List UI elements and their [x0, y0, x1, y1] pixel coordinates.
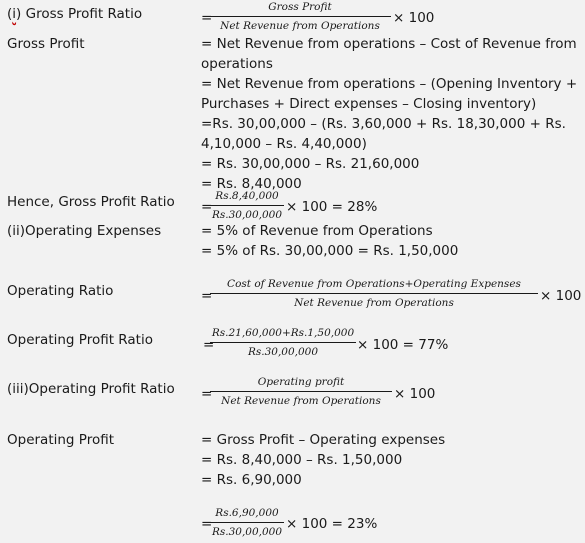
fraction-numerator: Rs.6,90,000	[215, 507, 279, 519]
fraction-bar	[210, 391, 392, 392]
gross-profit-line-3: = Net Revenue from operations – (Opening Inventory +	[201, 76, 578, 92]
gross-profit-line-7: = Rs. 30,00,000 – Rs. 21,60,000	[201, 156, 420, 172]
gross-profit-ratio-result: × 100 = 28%	[286, 199, 378, 215]
fraction-numerator: Rs.8,40,000	[215, 190, 279, 202]
equals-sign: =	[201, 386, 213, 402]
fraction-denominator: Rs.30,00,000	[211, 209, 283, 221]
operating-expenses-line-2: = 5% of Rs. 30,00,000 = Rs. 1,50,000	[201, 243, 459, 259]
gross-profit-line-2: operations	[201, 56, 273, 72]
operating-profit-line-3: = Rs. 6,90,000	[201, 472, 302, 488]
fraction-denominator: Net Revenue from Operations	[294, 297, 454, 309]
gross-profit-ratio-calc-fraction	[210, 189, 284, 222]
fraction-numerator: Cost of Revenue from Operations+Operating Expenses	[227, 278, 521, 290]
fraction-bar	[209, 16, 391, 17]
operating-profit-ratio-iii-label: (iii)Operating Profit Ratio	[7, 381, 175, 397]
gross-profit-line-4: Purchases + Direct expenses – Closing inventory)	[201, 96, 537, 112]
equals-sign: =	[201, 516, 213, 532]
times-100: × 100	[394, 386, 436, 402]
gross-profit-ratio-fraction	[209, 0, 391, 33]
operating-profit-line-2: = Rs. 8,40,000 – Rs. 1,50,000	[201, 452, 403, 468]
gross-profit-ratio-label: (i) Gross Profit Ratio	[7, 6, 143, 22]
gross-profit-line-5: =Rs. 30,00,000 – (Rs. 3,60,000 + Rs. 18,30,000 + Rs.	[201, 116, 566, 132]
equals-sign: =	[201, 199, 213, 215]
gross-profit-line-6: 4,10,000 – Rs. 4,40,000)	[201, 136, 367, 152]
operating-profit-ratio-final-fraction	[210, 506, 284, 539]
equals-sign: =	[201, 288, 213, 304]
fraction-denominator: Net Revenue from Operations	[220, 20, 380, 32]
fraction-numerator: Gross Profit	[268, 1, 332, 13]
fraction-bar	[210, 342, 356, 343]
operating-profit-ratio-fraction	[210, 375, 392, 408]
operating-ratio-fraction	[210, 277, 538, 310]
fraction-denominator: Rs.30,00,000	[211, 526, 283, 538]
operating-profit-line-1: = Gross Profit – Operating expenses	[201, 432, 446, 448]
operating-ratio-label: Operating Ratio	[7, 283, 114, 299]
gross-profit-label: Gross Profit	[7, 36, 85, 52]
times-100: × 100	[393, 10, 435, 26]
operating-profit-ratio-result: × 100 = 77%	[357, 337, 449, 353]
operating-expenses-line-1: = 5% of Revenue from Operations	[201, 223, 433, 239]
times-100: × 100	[540, 288, 582, 304]
fraction-denominator: Net Revenue from Operations	[221, 395, 381, 407]
equals-sign: =	[203, 337, 215, 353]
fraction-numerator: Rs.21,60,000+Rs.1,50,000	[211, 327, 355, 339]
fraction-numerator: Operating profit	[257, 376, 345, 388]
operating-expenses-label: (ii)Operating Expenses	[7, 223, 162, 239]
fraction-bar	[210, 293, 538, 294]
operating-profit-ratio-final-result: × 100 = 23%	[286, 516, 378, 532]
operating-profit-ratio-label: Operating Profit Ratio	[7, 332, 153, 348]
gross-profit-line-1: = Net Revenue from operations – Cost of Revenue from	[201, 36, 577, 52]
fraction-denominator: Rs.30,00,000	[247, 346, 319, 358]
fraction-bar	[210, 522, 284, 523]
operating-profit-ratio-calc-fraction	[210, 326, 356, 359]
gross-profit-line-8: = Rs. 8,40,000	[201, 176, 302, 192]
fraction-bar	[210, 205, 284, 206]
equals-sign: =	[201, 10, 213, 26]
operating-profit-label: Operating Profit	[7, 432, 114, 448]
hence-gross-profit-ratio-label: Hence, Gross Profit Ratio	[7, 194, 175, 210]
